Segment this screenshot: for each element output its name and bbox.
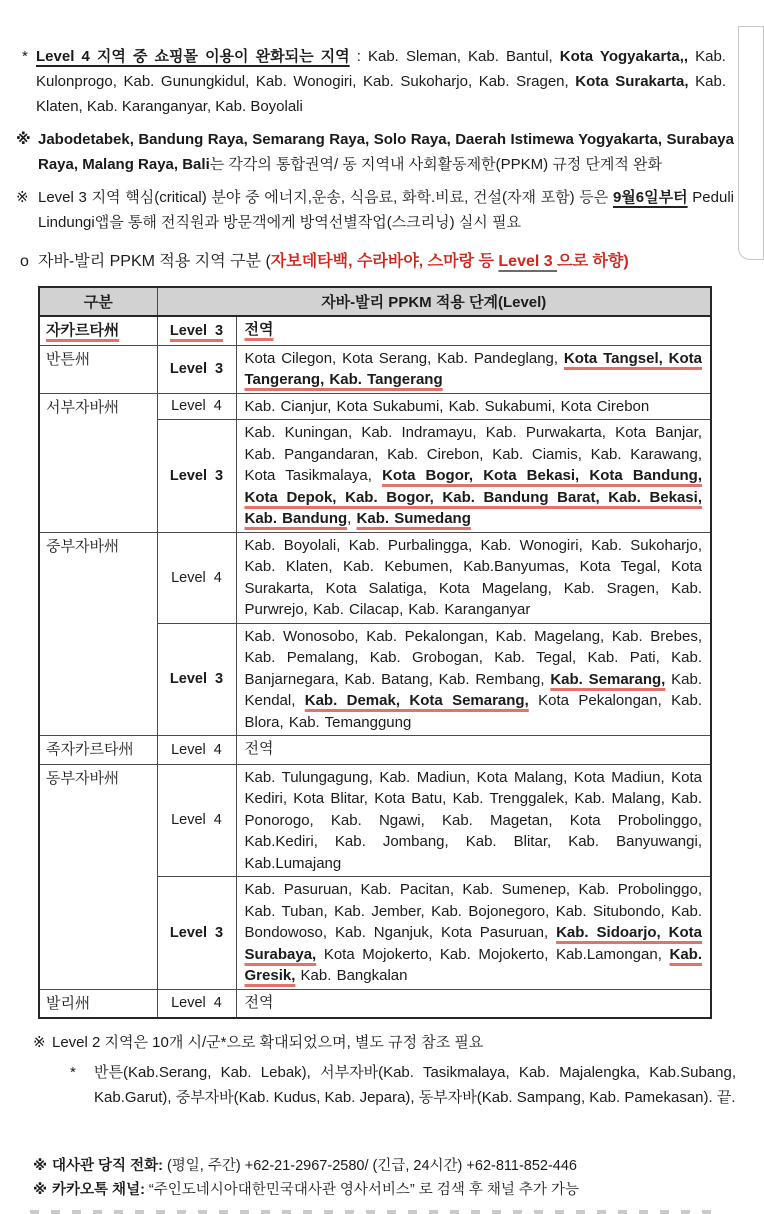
region-list-cell: Kab. Pasuruan, Kab. Pacitan, Kab. Sumenep, Kab. Probolinggo, Kab. Tuban, Kab. Jember, Kab. Bojonegoro, Kab. Situbondo, Kab. Bondowoso, Kab. Nganjuk, Kota Pasuruan, Kab. Sidoarjo, Kota Surabaya, Kota Mojokerto, Kab. Mojokerto, Kab.Lamongan, Kab. Gresik, Kab. Bangkalan — [236, 877, 711, 990]
scrollbar-thumb[interactable] — [738, 26, 764, 260]
asterisk-marker: * — [70, 1064, 76, 1081]
document-page — [0, 44, 750, 1214]
asterisk-marker: * — [22, 48, 28, 65]
level-cell: Level 4 — [157, 736, 236, 765]
section-title — [20, 251, 750, 273]
level-cell: Level 3 — [157, 877, 236, 990]
region-list-cell: Kab. Kuningan, Kab. Indramayu, Kab. Purwakarta, Kota Banjar, Kab. Pangandaran, Kab. Cirebon, Kab. Ciamis, Kab. Karawang, Kota Tasikmalaya, Kota Bogor, Kota Bekasi, Kota Bandung, Kota Depok, Kab. Bogor, Kab. Bandung Barat, Kab. Bekasi, Kab. Bandung, Kab. Sumedang — [236, 420, 711, 533]
text-segment: 자보데타백, 수라바야, 스마랑 등 — [270, 253, 499, 270]
text-segment: Kab. Klaten, Kab. Karanganyar, Kab. Boyolali — [36, 73, 727, 115]
region-cell: 중부자바州 — [39, 532, 157, 736]
reference-marker: ※ — [16, 131, 31, 148]
text-segment: 자바-발리 PPKM 적용 지역 구분 ( — [38, 253, 271, 270]
footer-kakao-line — [33, 1178, 731, 1202]
level-cell: Level 4 — [157, 764, 236, 877]
note-agglomerations — [16, 127, 734, 177]
table-row — [39, 393, 711, 420]
region-cell: 서부자바州 — [39, 393, 157, 532]
text-segment: 9월6일부터 — [612, 189, 688, 206]
text-segment: : Kab. Sleman, Kab. Bantul, — [349, 48, 560, 65]
level-cell: Level 3 — [157, 316, 236, 345]
table-header-row — [39, 287, 711, 316]
text-segment: (평일, 주간) +62-21-2967-2580/ (긴급, 24시간) +62-811-852-446 — [162, 1158, 578, 1174]
level-cell: Level 4 — [157, 989, 236, 1018]
reference-marker: ※ — [33, 1034, 46, 1051]
text-segment: Kota Yogyakarta,, — [559, 48, 689, 65]
region-list-cell: 전역 — [236, 989, 711, 1018]
note-level4-malls — [22, 44, 726, 119]
level-cell: Level 4 — [157, 532, 236, 623]
level-cell: Level 3 — [157, 623, 236, 736]
table-row — [39, 345, 711, 393]
reference-marker: ※ — [33, 1182, 48, 1198]
level-cell: Level 3 — [157, 345, 236, 393]
text-segment: Level 4 지역 중 쇼핑몰 이용이 완화되는 지역 — [36, 48, 350, 65]
region-list-cell: Kab. Cianjur, Kota Sukabumi, Kab. Sukabumi, Kota Cirebon — [236, 393, 711, 420]
region-list-cell: 전역 — [236, 736, 711, 765]
text-segment: 반튼(Kab.Serang, Kab. Lebak), 서부자바(Kab. Tasikmalaya, Kab. Majalengka, Kab.Subang, Kab.Garut), 중부자바(Kab. Kudus, Kab. Jepara), 동부자바(Kab. Sampang, Kab. Pamekasan). 끝. — [94, 1064, 736, 1106]
text-segment: 으로 하향) — [557, 253, 629, 270]
region-cell: 반튼州 — [39, 345, 157, 393]
note-critical-sector — [16, 185, 734, 235]
reference-marker: ※ — [16, 189, 29, 206]
text-segment: Kota Surakarta, — [575, 73, 689, 90]
text-segment: Level 3 — [498, 253, 558, 270]
table-row — [39, 532, 711, 623]
text-segment: Level 3 지역 핵심(critical) 분야 중 에너지,운송, 식음료, 화학.비료, 건설(자재 포함) 등은 — [38, 189, 613, 206]
text-segment: 카카오톡 채널: — [52, 1182, 145, 1198]
region-list-cell: Kab. Boyolali, Kab. Purbalingga, Kab. Wonogiri, Kab. Sukoharjo, Kab. Klaten, Kab. Kebumen, Kab.Banyumas, Kota Tegal, Kota Surakarta, Kota Salatiga, Kota Magelang, Kab. Sragen, Kab. Purwrejo, Kab. Cilacap, Kab. Karanganyar — [236, 532, 711, 623]
ppkm-region-table — [38, 286, 712, 1019]
region-cell: 발리州 — [39, 989, 157, 1018]
text-segment: Peduli Lindungi앱을 통해 전직원과 방문객에게 방역선별작업(스크리닝) 실시 필요 — [38, 189, 734, 231]
column-header-level: 자바-발리 PPKM 적용 단계(Level) — [157, 287, 711, 316]
table-row — [39, 764, 711, 877]
table-row — [39, 736, 711, 765]
text-segment: “주인도네시아대한민국대사관 영사서비스” 로 검색 후 채널 추가 가능 — [144, 1182, 579, 1198]
region-cell: 족자카르타州 — [39, 736, 157, 765]
region-list-cell: Kab. Tulungagung, Kab. Madiun, Kota Malang, Kota Madiun, Kota Kediri, Kota Blitar, Kota Batu, Kab. Trenggalek, Kab. Malang, Kab. Ponorogo, Kab. Ngawi, Kab. Magetan, Kota Probolinggo, Kab.Kediri, Kab. Jombang, Kab. Blitar, Kab. Banyuwangi, Kab.Lumajang — [236, 764, 711, 877]
cropped-next-line-artifact — [30, 1210, 718, 1214]
text-segment: 는 각각의 통합권역/ 동 지역내 사회활동제한(PPKM) 규정 단계적 완화 — [209, 156, 663, 173]
region-list-cell: Kota Cilegon, Kota Serang, Kab. Pandeglang, Kota Tangsel, Kota Tangerang, Kab. Tangerang — [236, 345, 711, 393]
note-level2-expansion — [33, 1030, 731, 1055]
region-cell: 자카르타州 — [39, 316, 157, 345]
column-header-region: 구분 — [39, 287, 157, 316]
level-cell: Level 3 — [157, 420, 236, 533]
text-segment: Level 2 지역은 10개 시/군*으로 확대되었으며, 별도 규정 참조 필요 — [52, 1034, 484, 1051]
note-level2-regions — [70, 1060, 736, 1110]
table-row — [39, 316, 711, 345]
region-list-cell: Kab. Wonosobo, Kab. Pekalongan, Kab. Magelang, Kab. Brebes, Kab. Pemalang, Kab. Grobogan, Kab. Tegal, Kab. Pati, Kab. Banjarnegara, Kab. Batang, Kab. Rembang, Kab. Semarang, Kab. Kendal, Kab. Demak, Kota Semarang, Kota Pekalongan, Kab. Blora, Kab. Temanggung — [236, 623, 711, 736]
region-list-cell: 전역 — [236, 316, 711, 345]
region-cell: 동부자바州 — [39, 764, 157, 989]
bullet-marker: o — [20, 253, 29, 270]
footer — [0, 1154, 750, 1202]
table-row — [39, 989, 711, 1018]
text-segment: Jabodetabek, Bandung Raya, Semarang Raya, Solo Raya, Daerah Istimewa Yogyakarta, Surabaya Raya, Malang Raya, Bali — [38, 131, 734, 173]
level-cell: Level 4 — [157, 393, 236, 420]
text-segment: Kab. Kulonprogo, Kab. Gunungkidul, Kab. Wonogiri, Kab. Sukoharjo, Kab. Sragen, — [36, 48, 726, 90]
reference-marker: ※ — [33, 1158, 48, 1174]
footer-phone-line — [33, 1154, 731, 1178]
text-segment: 대사관 당직 전화: — [52, 1158, 163, 1174]
